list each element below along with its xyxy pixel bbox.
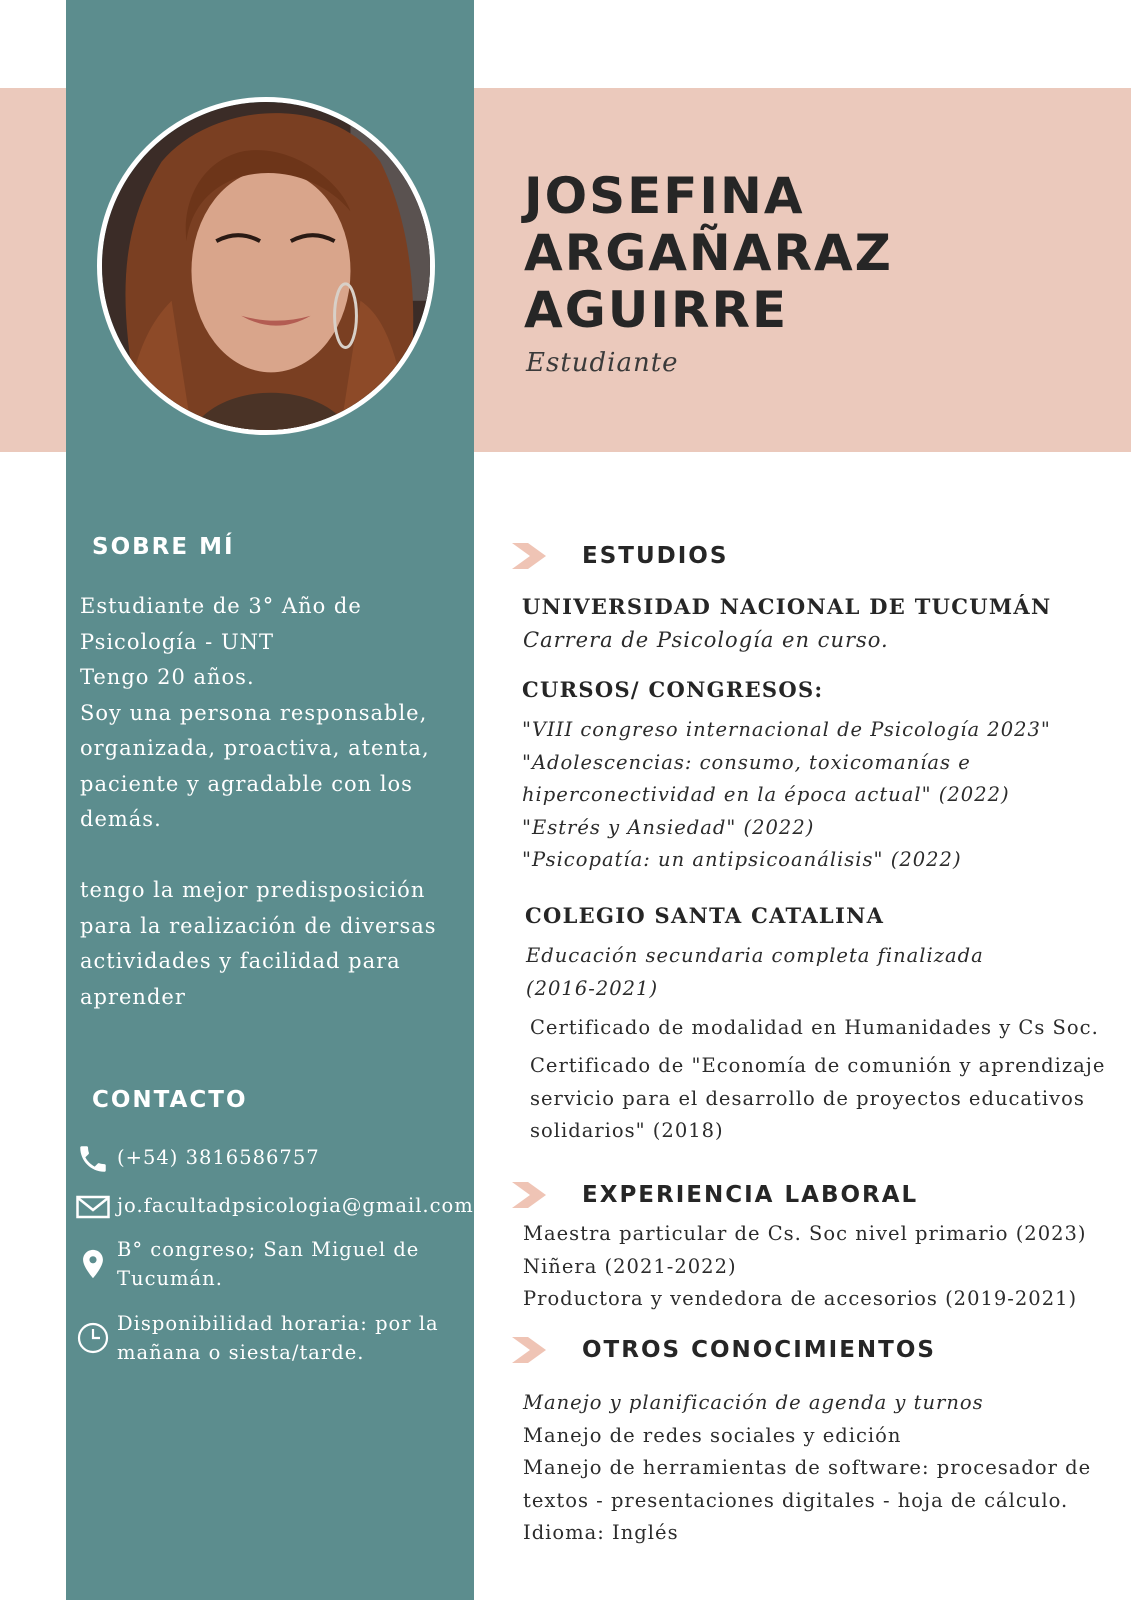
about-line: actividades y facilidad para xyxy=(80,949,401,973)
chevron-icon xyxy=(512,1337,548,1363)
certificate-line: servicio para el desarrollo de proyectos educativos xyxy=(530,1086,1085,1110)
experience-item: Maestra particular de Cs. Soc nivel primario (2023) xyxy=(523,1222,1087,1245)
about-text xyxy=(80,589,470,1015)
about-line: para la realización de diversas xyxy=(80,913,437,938)
skill-item: Idioma: Inglés xyxy=(523,1521,679,1545)
experience-list xyxy=(523,1218,1087,1316)
email-address[interactable]: jo.facultadpsicologia@gmail.com xyxy=(117,1194,474,1217)
phone-icon xyxy=(76,1142,110,1176)
skills-heading-label: OTROS CONOCIMIENTOS xyxy=(582,1337,936,1363)
about-line: Tengo 20 años. xyxy=(80,665,255,689)
about-line: Psicología - UNT xyxy=(80,629,275,654)
candidate-name xyxy=(524,168,893,339)
certificate-line: solidarios" (2018) xyxy=(530,1119,724,1143)
clock-icon xyxy=(76,1321,110,1355)
about-line: aprender xyxy=(80,984,186,1009)
certificate-line: Certificado de "Economía de comunión y aprendizaje xyxy=(530,1054,1106,1077)
about-line: demás. xyxy=(80,807,162,831)
courses-list xyxy=(522,714,1051,877)
name-line: ARGAÑARAZ xyxy=(524,224,893,282)
school-certificate-2 xyxy=(530,1050,1105,1148)
course-item: "Adolescencias: consumo, toxicomanías e xyxy=(522,750,971,774)
courses-heading: CURSOS/ CONGRESOS: xyxy=(522,677,824,702)
skill-item: textos - presentaciones digitales - hoja de cálculo. xyxy=(523,1488,1069,1512)
studies-heading-label: ESTUDIOS xyxy=(582,543,729,569)
location-pin-icon xyxy=(76,1247,110,1281)
phone-number[interactable]: (+54) 3816586757 xyxy=(117,1146,320,1169)
skill-item: Manejo de herramientas de software: procesador de xyxy=(523,1456,1092,1480)
about-line: Estudiante de 3° Año de xyxy=(80,594,362,618)
about-line: organizada, proactiva, atenta, xyxy=(80,736,430,760)
profile-photo xyxy=(97,97,435,435)
course-item: "Estrés y Ansiedad" (2022) xyxy=(522,815,815,839)
university-detail: Carrera de Psicología en curso. xyxy=(523,628,889,652)
course-item: "Psicopatía: un antipsicoanálisis" (2022) xyxy=(522,848,962,872)
school-detail-line: (2016-2021) xyxy=(526,976,659,1000)
skill-item: Manejo de redes sociales y edición xyxy=(523,1423,902,1447)
about-line: Soy una persona responsable, xyxy=(80,700,428,725)
availability-line: Disponibilidad horaria: por la xyxy=(117,1312,439,1335)
about-line xyxy=(80,838,470,874)
candidate-role: Estudiante xyxy=(526,348,679,378)
school-name: COLEGIO SANTA CATALINA xyxy=(525,903,885,928)
school-detail-line: Educación secundaria completa finalizada xyxy=(526,944,984,967)
course-item: hiperconectividad en la época actual" (2022) xyxy=(522,783,1010,807)
experience-item: Niñera (2021-2022) xyxy=(523,1254,737,1278)
about-line: paciente y agradable con los xyxy=(80,771,413,796)
about-heading: SOBRE MÍ xyxy=(92,534,235,560)
course-item: "VIII congreso internacional de Psicología 2023" xyxy=(522,718,1051,741)
availability-line: mañana o siesta/tarde. xyxy=(117,1341,365,1364)
address-text xyxy=(117,1235,419,1293)
name-line: AGUIRRE xyxy=(524,281,789,339)
envelope-icon xyxy=(76,1190,110,1224)
chevron-icon xyxy=(512,1182,548,1208)
address-line: Tucumán. xyxy=(117,1267,223,1290)
name-line: JOSEFINA xyxy=(524,167,805,225)
contact-heading: CONTACTO xyxy=(92,1087,248,1113)
experience-heading-label: EXPERIENCIA LABORAL xyxy=(582,1182,919,1208)
address-line: B° congreso; San Miguel de xyxy=(117,1238,420,1261)
experience-item: Productora y vendedora de accesorios (2019-2021) xyxy=(523,1287,1078,1311)
skills-list xyxy=(523,1387,1091,1550)
availability-text xyxy=(117,1309,439,1367)
school-certificate: Certificado de modalidad en Humanidades y Cs Soc. xyxy=(530,1016,1099,1039)
chevron-icon xyxy=(512,543,548,569)
about-line: tengo la mejor predisposición xyxy=(80,878,426,902)
university-name: UNIVERSIDAD NACIONAL DE TUCUMÁN xyxy=(522,594,1052,619)
skill-item: Manejo y planificación de agenda y turnos xyxy=(523,1391,984,1414)
school-detail xyxy=(526,940,984,1005)
